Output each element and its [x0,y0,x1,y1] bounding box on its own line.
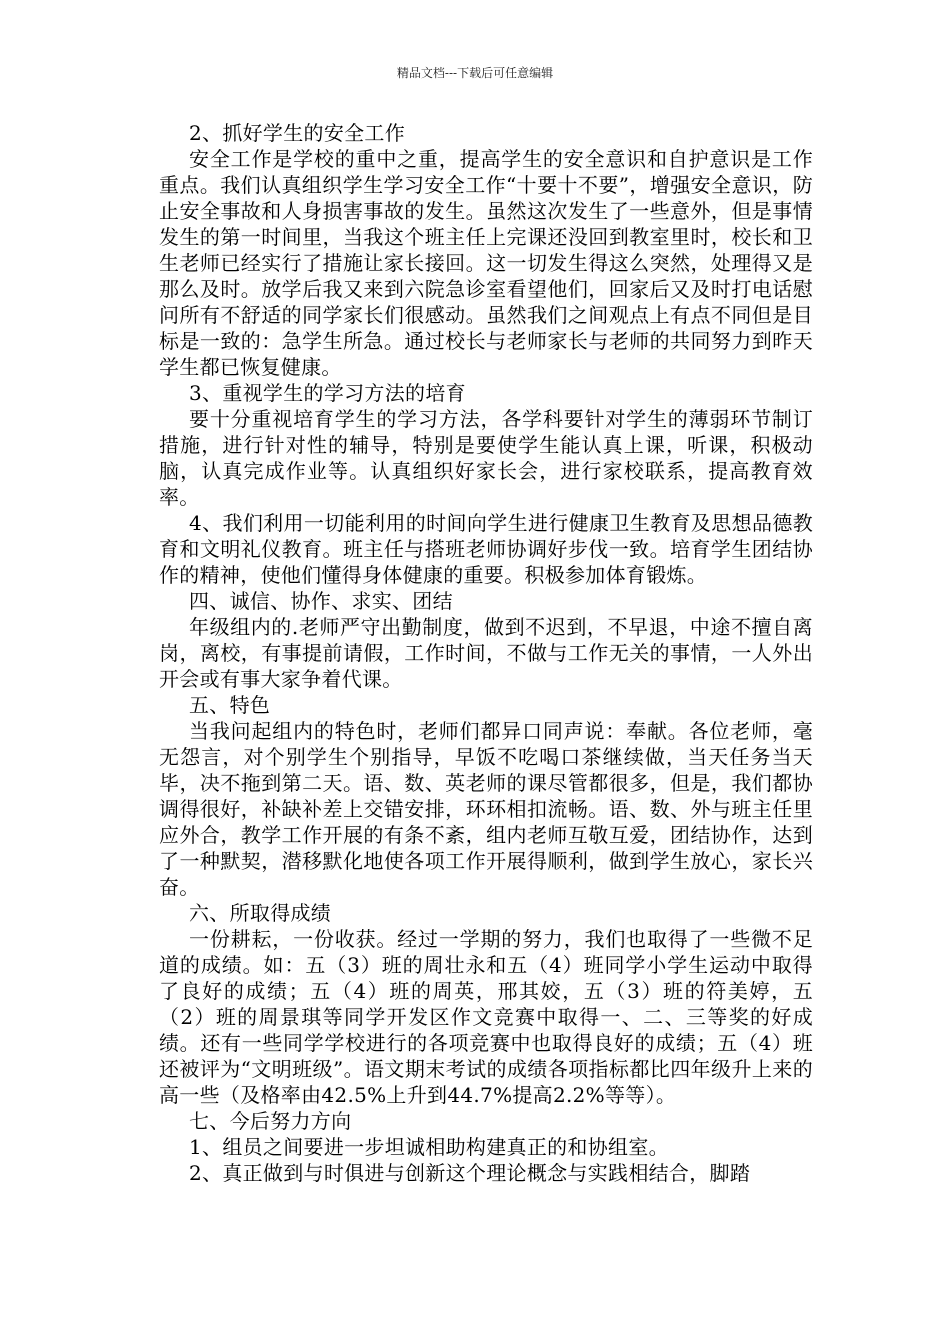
section-heading-achievements: 六、所取得成绩 [189,901,332,925]
section-heading-integrity: 四、诚信、协作、求实、团结 [189,589,453,613]
paragraph-integrity: 年级组内的.老师严守出勤制度，做到不迟到，不早退，中途不擅自离岗，离校，有事提前请假，工作时间，不做与工作无关的事情，一人外出开会或有事大家争着代课。 [159,615,813,691]
paragraph-features: 当我问起组内的特色时，老师们都异口同声说：奉献。各位老师，毫无怨言，对个别学生个别指导，早饭不吃喝口茶继续做，当天任务当天毕，决不拖到第二天。语、数、英老师的课尽管都很多，但是，我们都协调得很好，补缺补差上交错安排，环环相扣流畅。语、数、外与班主任里应外合，教学工作开展的有条不紊，组内老师互敬互爱，团结协作，达到了一种默契，潜移默化地使各项工作开展得顺利，做到学生放心，家长兴奋。 [159,719,813,899]
paragraph-health-education: 4、我们利用一切能利用的时间向学生进行健康卫生教育及思想品德教育和文明礼仪教育。班主任与搭班老师协调好步伐一致。培育学生团结协作的精神，使他们懂得身体健康的重要。积极参加体育锻炼。 [159,511,813,587]
page-header-note: 精品文档---下载后可任意编辑 [396,66,554,80]
document-body [159,120,813,1186]
section-heading-safety: 2、抓好学生的安全工作 [189,121,406,145]
paragraph-future-item-1: 1、组员之间要进一步坦诚相助构建真正的和协组室。 [189,1135,669,1159]
section-heading-features: 五、特色 [189,693,271,717]
paragraph-future-item-2: 2、真正做到与时俱进与创新这个理论概念与实践相结合，脚踏 [189,1161,751,1185]
paragraph-study-methods: 要十分重视培育学生的学习方法，各学科要针对学生的薄弱环节制订措施，进行针对性的辅导，特别是要使学生能认真上课，听课，积极动脑，认真完成作业等。认真组织好家长会，进行家校联系，提高教育效率。 [159,407,813,509]
section-heading-study-methods: 3、重视学生的学习方法的培育 [189,381,466,405]
paragraph-safety: 安全工作是学校的重中之重，提高学生的安全意识和自护意识是工作重点。我们认真组织学生学习安全工作“十要十不要”，增强安全意识，防止安全事故和人身损害事故的发生。虽然这次发生了一些意外，但是事情发生的第一时间里，当我这个班主任上完课还没回到教室里时，校长和卫生老师已经实行了措施让家长接回。这一切发生得这么突然，处理得又是那么及时。放学后我又来到六院急诊室看望他们，回家后又及时打电话慰问所有不舒适的同学家长们很感动。虽然我们之间观点上有点不同但是目标是一致的：急学生所急。通过校长与老师家长与老师的共同努力到昨天学生都已恢复健康。 [159,147,813,379]
paragraph-achievements: 一份耕耘，一份收获。经过一学期的努力，我们也取得了一些微不足道的成绩。如：五（3）班的周壮永和五（4）班同学小学生运动中取得了良好的成绩；五（4）班的周英，邢其姣，五（3）班的符美婷，五（2）班的周景琪等同学开发区作文竞赛中取得一、二、三等奖的好成绩。还有一些同学学校进行的各项竞赛中也取得良好的成绩；五（4）班还被评为“文明班级”。语文期末考试的成绩各项指标都比四年级升上来的高一些（及格率由42.5%上升到44.7%提高2.2%等等）。 [159,927,813,1107]
section-heading-future-direction: 七、今后努力方向 [189,1109,352,1133]
